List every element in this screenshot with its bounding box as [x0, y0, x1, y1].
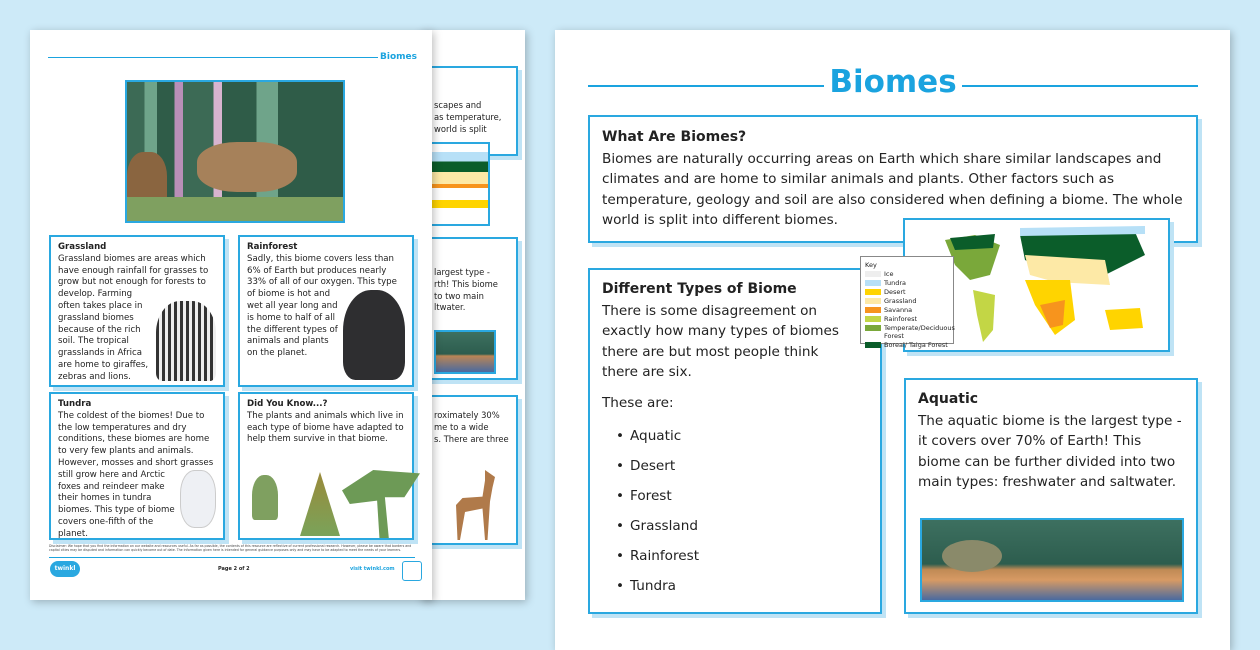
- ice-swatch: [865, 271, 881, 277]
- what-title: What Are Biomes?: [602, 129, 747, 145]
- list-item: • Grassland: [602, 516, 852, 546]
- rainforest-title: Rainforest: [247, 242, 298, 252]
- list-item: • Desert: [602, 456, 852, 486]
- cactus-illustration: [252, 475, 278, 520]
- temperate-swatch: [865, 325, 881, 331]
- types-text: There is some disagreement on exactly how many types of biomes there are but most people think there are six.: [602, 302, 839, 381]
- key-item-ice: Ice: [865, 271, 949, 279]
- forest-reindeer-illustration: [125, 80, 345, 223]
- key-item-rainforest: Rainforest: [865, 316, 949, 324]
- disclaimer: Disclaimer: We hope that you find the information on our website and resources useful. As far as possible, the contents of this resource are reflective of current professional research. However, please be aware that borders and capital cities may be disputed and information can quickly become out of date. The information given here is intended for general guidance purposes only and may have to be adapted to meet the needs of your learners.: [49, 544, 412, 552]
- map-fragment: [430, 142, 490, 226]
- types-box: [588, 268, 882, 614]
- ocean-fragment: [434, 330, 496, 374]
- key-item-savanna: Savanna: [865, 307, 949, 315]
- zebra-illustration: [156, 301, 216, 381]
- grassland-box: [49, 235, 225, 387]
- ocean-turtle-illustration: [920, 518, 1184, 602]
- key-item-tundra: Tundra: [865, 280, 949, 288]
- title-line-right: [962, 85, 1198, 87]
- did-you-know-text: The plants and animals which live in each type of biome have adapted to help them survive in that biome.: [247, 410, 404, 445]
- aquatic-text: The aquatic biome is the largest type - it covers over 70% of Earth! This biome can be further divided into two main types: freshwater and saltwater.: [918, 412, 1182, 491]
- visit-link[interactable]: visit twinkl.com: [350, 566, 395, 572]
- list-item: • Forest: [602, 486, 852, 516]
- gorilla-illustration: [343, 290, 405, 380]
- list-item: • Tundra: [602, 576, 852, 606]
- rainforest-swatch: [865, 316, 881, 322]
- key-item-grassland: Grassland: [865, 298, 949, 306]
- key-item-temperate: Temperate/Deciduous Forest: [865, 325, 949, 340]
- list-item: • Rainforest: [602, 546, 852, 576]
- tundra-title: Tundra: [58, 399, 92, 409]
- fragment-forest-text: roximately 30% me to a wide s. There are three: [434, 410, 509, 444]
- worksheet-page-1-behind: [420, 30, 525, 600]
- grassland-text: Grassland biomes are areas which have enough rainfall for grasses to grow but not enough for forests to develop. Farming often takes place in grassland biomes because of the rich soil. The tropical grasslands in Africa are home to giraffes, zebras and lions.: [58, 253, 209, 382]
- arctic-fox-illustration: [180, 470, 216, 528]
- grassland-swatch: [865, 298, 881, 304]
- fragment-aquatic-text: largest type - rth! This biome to two main ltwater.: [434, 267, 498, 313]
- quality-badge-icon: [402, 561, 422, 581]
- header-line: [48, 57, 378, 58]
- fragment-what-text: scapes and as temperature, world is split: [434, 100, 502, 134]
- savanna-swatch: [865, 307, 881, 313]
- worksheet-page-2: [30, 30, 432, 600]
- aquatic-title: Aquatic: [918, 391, 979, 407]
- tundra-text: The coldest of the biomes! Due to the low temperatures and dry conditions, these biomes are home to very few plants and animals. However, mosses and short grasses still grow here and Arctic foxes and reindeer make their homes in tundra biomes. This type of biome covers one-fifth of the planet.: [58, 410, 214, 539]
- boreal-swatch: [865, 342, 881, 348]
- did-you-know-title: Did You Know...?: [247, 399, 328, 409]
- key-item-desert: Desert: [865, 289, 949, 297]
- footer-line: [49, 557, 415, 558]
- biome-list: [602, 426, 852, 606]
- desert-swatch: [865, 289, 881, 295]
- key-title: Key: [865, 261, 877, 269]
- rainforest-text: Sadly, this biome covers less than 6% of Earth but produces nearly 33% of all of our oxygen. This type of biome is hot and wet all year long and is home to half of all the different types of animals and plants on the planet.: [247, 253, 397, 359]
- grassland-title: Grassland: [58, 242, 107, 252]
- header-title: Biomes: [380, 52, 417, 62]
- key-item-boreal: Boreal/ Taiga Forest: [865, 342, 949, 350]
- what-text: Biomes are naturally occurring areas on Earth which share similar landscapes and climates and are home to similar animals and plants. Other factors such as temperature, geology and soil are also considered when defining a biome. The whole world is split into different biomes.: [602, 150, 1183, 229]
- these-are-label: These are:: [602, 394, 674, 411]
- tundra-swatch: [865, 280, 881, 286]
- map-key: [860, 256, 955, 349]
- types-title: Different Types of Biome: [602, 281, 797, 297]
- title-line-left: [588, 85, 824, 87]
- tundra-box: [49, 392, 225, 540]
- list-item: • Aquatic: [602, 426, 852, 456]
- rainforest-box: [238, 235, 414, 387]
- page-title: Biomes: [829, 64, 957, 100]
- twinkl-logo[interactable]: twinkl: [50, 561, 80, 577]
- page-number: Page 2 of 2: [218, 566, 250, 572]
